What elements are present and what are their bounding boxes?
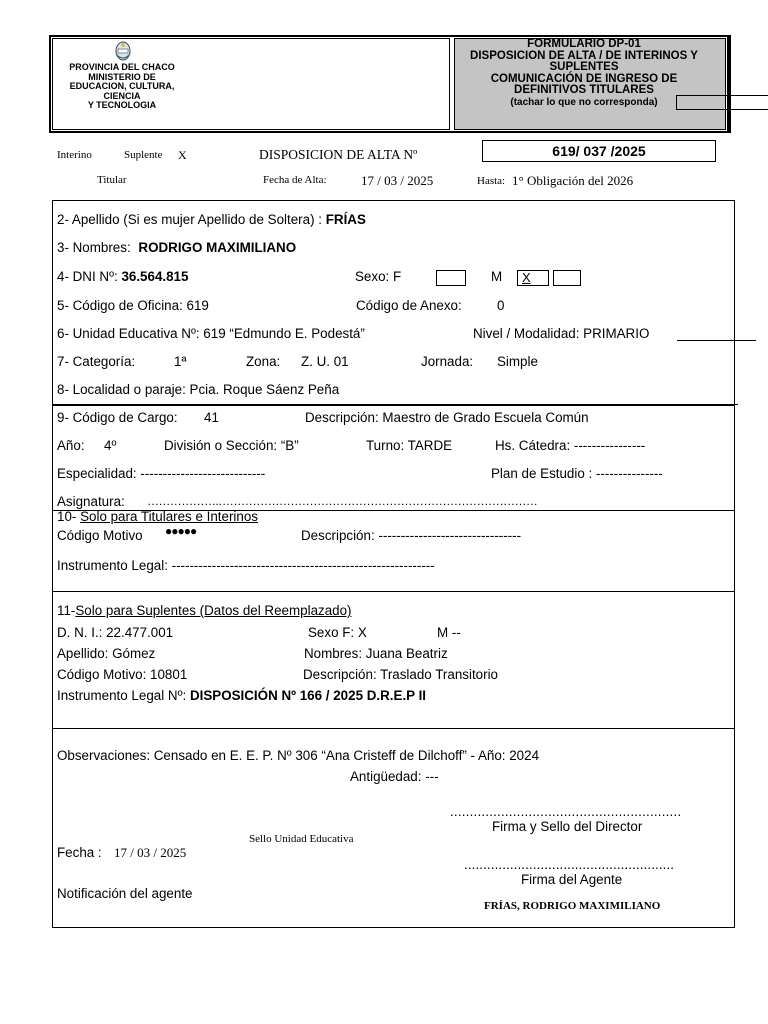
nivel-underline <box>677 340 756 341</box>
codigo-motivo-masked: ●●●●● <box>165 524 197 538</box>
header-left-line: PROVINCIA DEL CHACO <box>69 62 175 72</box>
suplentes-title-text: Solo para Suplentes (Datos del Reemplazado) <box>75 603 352 618</box>
titular-option[interactable]: Titular <box>97 174 127 186</box>
disposicion-label: DISPOSICION DE ALTA Nº <box>259 147 418 162</box>
nombres-field <box>57 240 296 255</box>
suplentes-instrumento-label: Instrumento Legal Nº: <box>57 688 187 703</box>
hasta-value: 1° Obligación del 2026 <box>512 173 634 188</box>
disposicion-number: 619/ 037 /2025 <box>482 140 716 162</box>
header-form-title-block <box>455 39 713 109</box>
firma-agente-line: ....................................................... <box>464 857 675 872</box>
asignatura-label: Asignatura: <box>57 494 125 509</box>
form-instruction-note: (tachar lo que no corresponda) <box>510 96 658 108</box>
asignatura-dots: ……………….………………………………………………………………………… <box>147 494 538 508</box>
turno: Turno: TARDE <box>366 438 453 453</box>
suplentes-title-number: 11- <box>57 603 76 618</box>
suplentes-codigo-motivo: Código Motivo: 10801 <box>57 667 188 682</box>
sello-unidad-label: Sello Unidad Educativa <box>249 833 354 845</box>
localidad: 8- Localidad o paraje: Pcia. Roque Sáenz Peña <box>57 382 340 397</box>
sexo-extra-checkbox[interactable] <box>553 270 581 286</box>
hasta-label: Hasta: <box>477 175 506 187</box>
titulares-title-number: 10- <box>57 509 77 524</box>
sexo-m-label: M <box>491 269 503 284</box>
apellido-value: FRÍAS <box>325 212 366 227</box>
header-left-line: CIENCIA <box>103 90 141 101</box>
sexo-m-mark: X <box>522 270 531 285</box>
firma-agente-label: Firma del Agente <box>521 872 623 887</box>
suplentes-title <box>57 603 352 618</box>
form-subtitle-line: DEFINITIVOS TITULARES <box>514 84 654 97</box>
cargo-descripcion: Descripción: Maestro de Grado Escuela Común <box>305 410 589 425</box>
codigo-anexo-label: Código de Anexo: <box>356 298 462 313</box>
observaciones: Observaciones: Censado en E. E. P. Nº 306 “Ana Cristeff de Dilchoff” - Año: 2024 <box>57 748 540 763</box>
nivel-modalidad: Nivel / Modalidad: PRIMARIO <box>473 326 650 341</box>
suplente-option[interactable]: Suplente <box>124 149 163 161</box>
codigo-cargo-label: 9- Código de Cargo: <box>57 410 178 425</box>
reemplazado-sexo: Sexo F: X <box>308 625 367 640</box>
agente-nombre: FRÍAS, RODRIGO MAXIMILIANO <box>484 900 661 912</box>
reemplazado-apellido: Apellido: Gómez <box>57 646 156 661</box>
categoria-value: 1ª <box>174 354 187 369</box>
cargo-section-divider <box>52 404 738 405</box>
zona-value: Z. U. 01 <box>301 354 349 369</box>
firma-director-label: Firma y Sello del Director <box>492 819 643 834</box>
fecha-alta-label: Fecha de Alta: <box>263 174 327 186</box>
hs-catedra: Hs. Cátedra: ---------------- <box>495 438 646 453</box>
fecha-alta-value: 17 / 03 / 2025 <box>361 173 434 188</box>
unidad-educativa: 6- Unidad Educativa Nº: 619 “Edmundo E. Podestá” <box>57 326 365 341</box>
especialidad: Especialidad: ---------------------------- <box>57 466 266 481</box>
reemplazado-nombres: Nombres: Juana Beatriz <box>304 646 448 661</box>
header-border-accent <box>727 35 731 133</box>
categoria-label: 7- Categoría: <box>57 354 136 369</box>
fecha-label: Fecha : <box>57 845 102 860</box>
header-ministry-block <box>52 63 192 111</box>
reemplazado-sexo-m: M -- <box>437 625 461 640</box>
dni-label: 4- DNI Nº: <box>57 269 118 284</box>
apellido-field <box>57 212 366 227</box>
nombres-label: 3- Nombres: <box>57 240 131 255</box>
suplente-mark: X <box>178 148 187 162</box>
titulares-descripcion: Descripción: -------------------------------- <box>301 528 522 543</box>
form-subtitle-line: DISPOSICION DE ALTA / DE INTERINOS Y <box>470 49 698 62</box>
nombres-value: RODRIGO MAXIMILIANO <box>138 240 297 255</box>
titulares-title-text: Solo para Titulares e Interinos <box>80 509 258 524</box>
reemplazado-dni: D. N. I.: 22.477.001 <box>57 625 174 640</box>
suplentes-instrumento-value: DISPOSICIÓN Nº 166 / 2025 D.R.E.P II <box>189 688 427 703</box>
form-subtitle-line: SUPLENTES <box>549 61 619 74</box>
anio-label: Año: <box>57 438 85 453</box>
jornada-value: Simple <box>497 354 538 369</box>
sexo-f-checkbox[interactable] <box>436 270 466 286</box>
zona-label: Zona: <box>246 354 281 369</box>
sexo-m-checkbox[interactable] <box>517 270 549 286</box>
titulares-instrumento: Instrumento Legal: ----------------------------------------------------------- <box>57 558 435 573</box>
antiguedad: Antigüedad: --- <box>350 769 439 784</box>
plan-estudio: Plan de Estudio : --------------- <box>491 466 663 481</box>
notificacion-agente: Notificación del agente <box>57 886 193 901</box>
anio-value: 4º <box>104 438 117 453</box>
header-left-line: EDUCACION, CULTURA, <box>69 81 175 91</box>
suplentes-instrumento <box>57 688 426 703</box>
suplentes-descripcion: Descripción: Traslado Transitorio <box>303 667 498 682</box>
division: División o Sección: “B” <box>164 438 299 453</box>
codigo-oficina: 5- Código de Oficina: 619 <box>57 298 209 313</box>
province-seal-icon <box>111 40 135 62</box>
codigo-anexo-value: 0 <box>497 298 505 313</box>
header-left-line: Y TECNOLOGIA <box>87 100 157 110</box>
codigo-cargo-value: 41 <box>204 410 219 425</box>
form-subtitle-line: COMUNICACIÓN DE INGRESO DE <box>490 72 678 85</box>
tachar-bracket <box>676 95 768 110</box>
codigo-motivo-label: Código Motivo <box>57 528 143 543</box>
jornada-label: Jornada: <box>421 354 474 369</box>
form-title: FORMULARIO DP-01 <box>527 38 641 50</box>
apellido-label: 2- Apellido (Si es mujer Apellido de Soltera) : <box>57 212 322 227</box>
sexo-label: Sexo: F <box>355 269 402 284</box>
header-left-line: MINISTERIO DE <box>88 71 156 82</box>
titulares-title <box>57 509 258 524</box>
firma-director-line: ........................................................... <box>450 804 682 819</box>
dni-field <box>57 269 188 284</box>
fecha-value: 17 / 03 / 2025 <box>114 845 187 860</box>
dni-value: 36.564.815 <box>121 269 189 284</box>
interino-option[interactable]: Interino <box>57 149 92 161</box>
